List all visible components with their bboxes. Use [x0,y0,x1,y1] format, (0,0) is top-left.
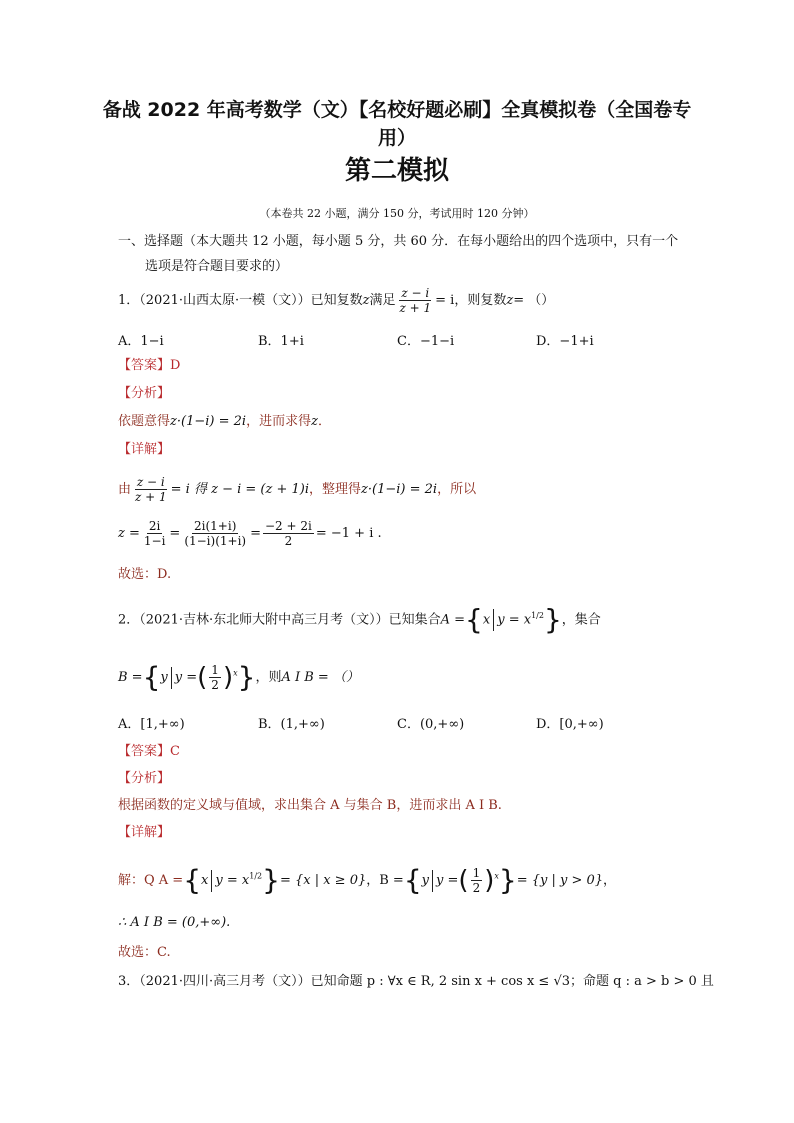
page-title: 备战 2022 年高考数学（文）【名校好题必刷】全真模拟卷（全国卷专用） [102,99,692,149]
set-a-var: x [482,612,491,628]
set-a-exp: 1/2 [531,611,544,620]
q1-detail-label: 【详解】 [118,442,171,457]
set-b-var: y [421,873,430,888]
q1-stem [118,286,554,315]
detail-fraction [133,475,169,504]
detail-end: ，所以 [437,482,477,497]
q1-option-d: D．−1+i [536,334,594,349]
q2-therefore: ∴ A I B = (0,+∞). [118,915,231,930]
q1-tail2: = （） [513,293,555,308]
q1-stem-text: 1．（2021·山西太原·一模（文））已知复数 [118,293,363,308]
left-paren-icon: ( [458,865,469,896]
right-brace-icon: } [237,660,256,694]
frac-den: 1−i [143,534,166,548]
analysis-end: ． [317,414,331,429]
frac-num: 1 [211,663,219,677]
frac-den: 2 [284,534,293,548]
q1-option-c: C．−1−i [397,334,455,349]
analysis-tail: ，进而求得 [246,414,312,429]
q2-stem-text: 2．（2021·吉林·东北师大附中高三月考（文））已知集合 [118,612,441,628]
q1-fraction [398,286,434,315]
frac-den: 2 [472,881,481,895]
exam-note: （本卷共 22 小题，满分 150 分，考试用时 120 分钟） [259,207,535,220]
q1-detail-line1 [118,475,476,504]
detail-mid: ，B = [366,873,404,888]
analysis-math: z·(1−i) = 2i [170,414,247,429]
q1-eq: = i [435,293,455,308]
detail-eq2: z·(1−i) = 2i [361,482,438,497]
detail-r1: = {x | x ≥ 0} [279,873,367,888]
set-a-var: x [201,873,209,888]
q1-analysis-label: 【分析】 [118,386,171,401]
q2-answer: 【答案】C [118,744,180,759]
q2-tail-b2: A I B = （） [281,670,359,685]
calc-frac3 [263,519,314,548]
set-a-exp: 1/2 [249,871,263,881]
set-b-label: B = [118,670,143,685]
q2-tail: ，集合 [561,612,601,628]
q1-var: z [362,293,370,308]
set-b-frac [471,866,483,895]
frac-num: 1 [472,866,481,880]
frac-den: (1−i)(1+i) [184,534,247,548]
frac-den: 2 [211,678,219,692]
q2-tail-b: ，则 [255,670,282,685]
set-a-rhs: y = x [497,612,532,628]
calc-frac2 [182,519,248,548]
frac-num: z − i [401,286,430,300]
q1-conclusion: 故选：D. [118,567,172,582]
set-b-exp: x [233,668,238,678]
frac-num: −2 + 2i [265,519,312,533]
q1-answer: 【答案】D [118,358,181,373]
q1-calc: z = $\frac{2i}{1-i}$ = $\frac{2i(1+i)}{(1-i)(1+i)}$ = $\frac{-2 + 2i}{2}$ = −1 + i . [118,519,382,548]
calc-frac1 [142,519,168,548]
frac-den: z + 1 [399,301,432,315]
set-b-var: y [160,670,168,685]
set-a-rhs: y = x [215,873,250,888]
left-brace-icon: { [465,602,483,636]
set-a-label: A = [440,612,466,628]
q3-stem: 3．（2021·四川·高三月考（文））已知命题 p : ∀x ∈ R, 2 sin x + cos x ≤ √3；命题 q : a > b > 0 且 [118,974,714,989]
set-bar [432,870,433,892]
left-paren-icon: ( [197,662,208,693]
left-brace-icon: { [403,863,422,897]
q1-option-b: B．1+i [258,334,304,349]
q2-detail-label: 【详解】 [118,825,171,840]
calc-z: z = [118,526,140,541]
calc-end: = −1 + i . [315,526,382,541]
q2-option-b: B．(1,+∞) [258,717,325,732]
right-brace-icon: } [262,863,280,897]
set-b-frac [209,663,221,692]
detail-pre: 解：Q A = [118,873,184,888]
left-brace-icon: { [183,863,202,897]
detail-eq1: = i 得 z − i = (z + 1)i [170,482,310,497]
right-paren-icon: ) [484,865,495,896]
set-b-exp: x [494,871,499,881]
q2-option-d: D．[0,+∞) [536,717,604,732]
set-bar [493,609,494,631]
set-bar [171,667,172,689]
left-brace-icon: { [142,660,161,694]
detail-r2: = {y | y > 0} [516,873,604,888]
q1-tail: ，则复数 [454,293,507,308]
frac-num: z − i [136,475,165,489]
right-brace-icon: } [498,863,517,897]
q1-stem-mid: 满足 [369,293,396,308]
q1-analysis [118,413,331,431]
q2-setb [118,660,359,694]
q2-option-c: C．(0,+∞) [397,717,465,732]
section-heading-cont: 选项是符合题目要求的） [145,259,289,274]
page-subtitle: 第二模拟 [344,156,449,186]
detail-pre: 由 [118,482,132,497]
q2-analysis: 根据函数的定义域与值域，求出集合 A 与集合 B，进而求出 A I B. [118,798,502,813]
detail-mid: ，整理得 [309,482,362,497]
set-b-rhs: y = [436,873,459,888]
frac-den: z + 1 [135,490,167,504]
q2-option-a: A．[1,+∞) [118,717,185,732]
detail-end: ， [603,873,617,888]
q2-stem [118,602,601,636]
q1-option-a: A．1−i [118,334,164,349]
q2-detail [118,863,617,897]
right-paren-icon: ) [222,662,234,693]
q1-var2: z [506,293,514,308]
frac-num: 2i [148,519,161,533]
frac-num: 2i(1+i) [194,519,237,533]
right-brace-icon: } [543,602,562,636]
set-b-rhs: y = [174,670,198,685]
q2-conclusion: 故选：C. [118,945,171,960]
section-heading: 一、选择题（本大题共 12 小题，每小题 5 分，共 60 分．在每小题给出的四个选项中，只有一个 [118,234,679,249]
q2-analysis-label: 【分析】 [118,771,171,786]
set-bar [211,870,212,892]
analysis-text: 依题意得 [118,414,171,429]
analysis-var: z [311,414,318,429]
